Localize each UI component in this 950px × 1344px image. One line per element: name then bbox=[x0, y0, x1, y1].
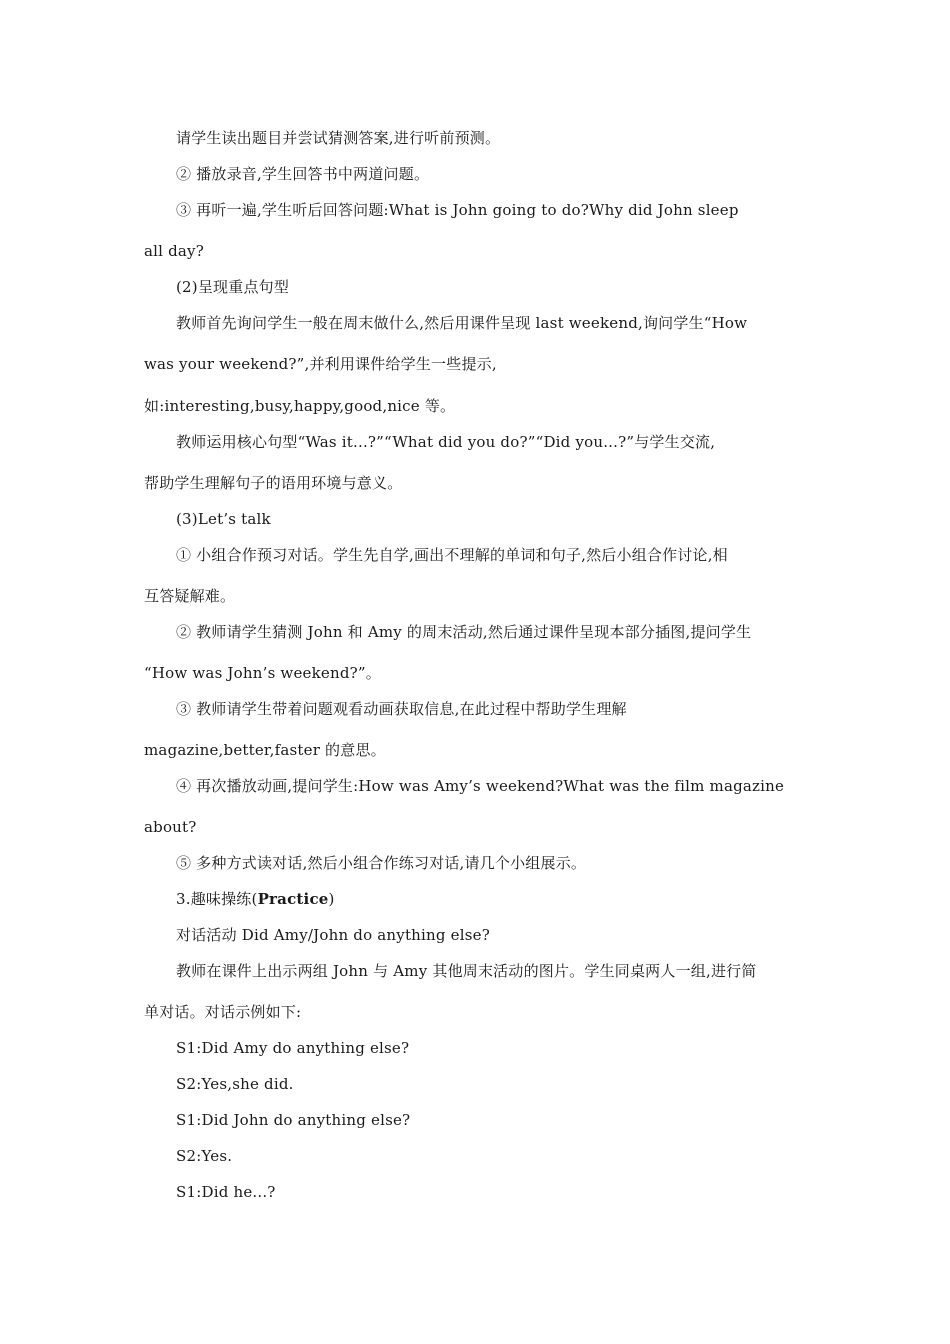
paragraph-line: ① 小组合作预习对话。学生先自学,画出不理解的单词和句子,然后小组合作讨论,相 bbox=[176, 546, 728, 564]
dialogue-line: S1:Did he...? bbox=[176, 1183, 276, 1201]
paragraph-line: about? bbox=[144, 818, 197, 836]
paragraph-line: ② 播放录音,学生回答书中两道问题。 bbox=[176, 165, 430, 183]
paragraph-line: magazine,better,faster 的意思。 bbox=[144, 741, 386, 759]
paragraph-line: “How was John’s weekend?”。 bbox=[144, 664, 381, 682]
section-heading bbox=[176, 889, 335, 909]
paragraph-line: 请学生读出题目并尝试猜测答案,进行听前预测。 bbox=[176, 129, 501, 147]
paragraph-line: ④ 再次播放动画,提问学生:How was Amy’s weekend?What was the film magazine bbox=[176, 777, 785, 795]
paragraph-line: ② 教师请学生猜测 John 和 Amy 的周末活动,然后通过课件呈现本部分插图,提问学生 bbox=[176, 623, 752, 641]
paragraph-line: ⑤ 多种方式读对话,然后小组合作练习对话,请几个小组展示。 bbox=[176, 854, 587, 872]
paragraph-line: 教师首先询问学生一般在周末做什么,然后用课件呈现 last weekend,询问学生“How bbox=[176, 314, 748, 332]
section-heading: (3)Let’s talk bbox=[176, 510, 271, 528]
section-heading: (2)呈现重点句型 bbox=[176, 278, 290, 296]
paragraph-line: ③ 教师请学生带着问题观看动画获取信息,在此过程中帮助学生理解 bbox=[176, 700, 627, 718]
dialogue-line: S2:Yes,she did. bbox=[176, 1075, 294, 1093]
section-heading-suffix: ) bbox=[328, 890, 335, 908]
dialogue-line: S1:Did John do anything else? bbox=[176, 1111, 411, 1129]
section-heading-bold: Practice bbox=[257, 890, 329, 908]
paragraph-line: all day? bbox=[144, 242, 204, 260]
paragraph-line: ③ 再听一遍,学生听后回答问题:What is John going to do?Why did John sleep bbox=[176, 201, 739, 219]
paragraph-line: 对话活动 Did Amy/John do anything else? bbox=[176, 926, 490, 944]
dialogue-line: S1:Did Amy do anything else? bbox=[176, 1039, 410, 1057]
paragraph-line: 教师在课件上出示两组 John 与 Amy 其他周末活动的图片。学生同桌两人一组,进行简 bbox=[176, 962, 757, 980]
paragraph-line: 教师运用核心句型“Was it...?”“What did you do?”“Did you...?”与学生交流, bbox=[176, 433, 716, 451]
dialogue-line: S2:Yes. bbox=[176, 1147, 233, 1165]
paragraph-line: was your weekend?”,并利用课件给学生一些提示, bbox=[144, 355, 497, 373]
section-heading-prefix: 3.趣味操练( bbox=[176, 890, 258, 908]
paragraph-line: 如:interesting,busy,happy,good,nice 等。 bbox=[144, 397, 456, 415]
paragraph-line: 单对话。对话示例如下: bbox=[144, 1003, 302, 1021]
paragraph-line: 互答疑解难。 bbox=[144, 587, 236, 605]
paragraph-line: 帮助学生理解句子的语用环境与意义。 bbox=[144, 474, 403, 492]
